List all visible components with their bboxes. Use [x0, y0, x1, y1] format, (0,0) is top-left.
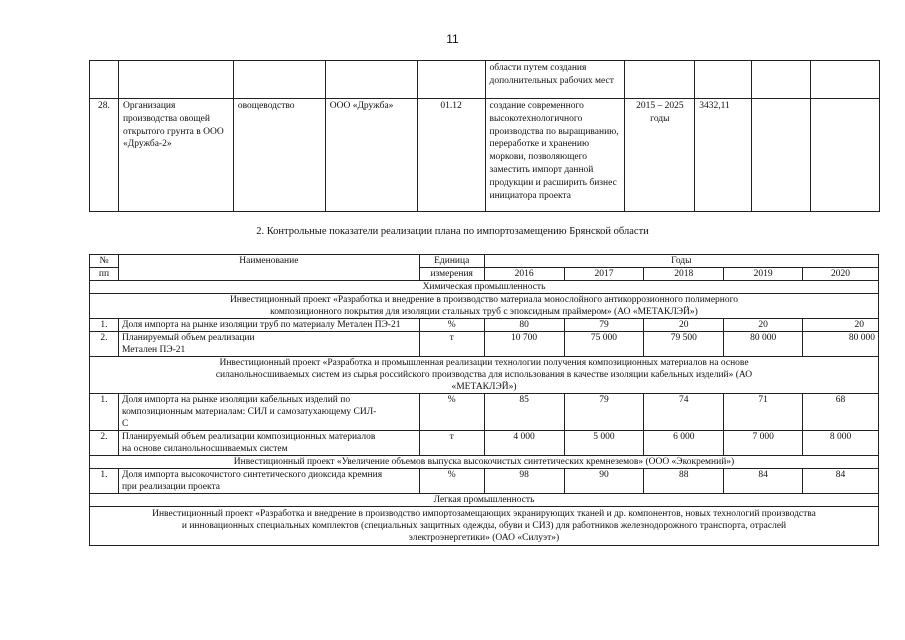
value: 7 000	[724, 431, 803, 456]
col-unit-header: Единица	[419, 255, 484, 268]
value: 71	[724, 394, 803, 431]
value: 4 000	[484, 431, 564, 456]
project-row: Инвестиционный проект «Увеличение объемов выпуска высокочистых синтетических кремнеземов» (ООО «Экокремний»)	[90, 456, 879, 469]
table-row	[90, 332, 879, 357]
sector-row: Легкая промышленность	[90, 494, 879, 507]
code: 01.12	[417, 99, 485, 212]
table-row	[90, 99, 880, 212]
unit: %	[419, 469, 484, 494]
year-header: 2018	[644, 268, 724, 281]
value: 88	[644, 469, 724, 494]
company: ООО «Дружба»	[325, 99, 417, 212]
value: 6 000	[644, 431, 724, 456]
value: 79	[564, 394, 644, 431]
year-header: 2020	[803, 268, 879, 281]
indicator-name: Планируемый объем реализации Метален ПЭ-21	[118, 332, 419, 357]
value: 68	[803, 394, 879, 431]
value: 75 000	[564, 332, 644, 357]
project-row: Инвестиционный проект «Разработка и промышленная реализации технологии получения композиционных материалов на основе силанольносшиваемых систем из сырья российского производства для использования в качестве изоляции кабельных изделий» (АО «МЕТАКЛЭЙ»)	[90, 357, 879, 394]
value: 84	[803, 469, 879, 494]
row-number: 28.	[90, 99, 119, 212]
project-row: Инвестиционный проект «Разработка и внедрение в производство импортозамещающих экранирующих тканей и др. компонентов, новых технологий производства и инновационных специальных комплектов (специальных защитных одежды, обуви и СИЗ) для работников железнодорожного транспорта, отраслей электроэнергетики» (ОАО «Силуэт»)	[90, 507, 879, 546]
table-row	[90, 394, 879, 431]
projects-table-continuation	[89, 60, 880, 212]
col-unit-header-2: измерения	[419, 268, 484, 281]
row-number: 2.	[90, 431, 119, 456]
section-title: 2. Контрольные показатели реализации плана по импортозамещению Брянской области	[256, 226, 649, 237]
project-row: Инвестиционный проект «Разработка и внедрение в производство материала монослойного антикоррозионного полимерного композиционного покрытия для изоляции стальных труб с эпоксидным праймером» (АО «МЕТАКЛЭЙ»)	[90, 294, 879, 319]
description: создание современного высокотехнологичного производства по выращиванию, переработке и хранению моркови, позволяющего заместить импорт данной продукции и расширить бизнес инициатора проекта	[485, 99, 625, 212]
value: 84	[724, 469, 803, 494]
value: 85	[484, 394, 564, 431]
row-number: 1.	[90, 394, 119, 431]
table-row	[90, 319, 879, 332]
value: 5 000	[564, 431, 644, 456]
table-row	[90, 469, 879, 494]
table-row	[90, 431, 879, 456]
sector-row: Химическая промышленность	[90, 281, 879, 294]
unit: т	[419, 431, 484, 456]
year-header: 2017	[564, 268, 644, 281]
value: 10 700	[484, 332, 564, 357]
col-num-header: №	[90, 255, 119, 268]
header-row	[90, 255, 879, 268]
year-header: 2016	[484, 268, 564, 281]
value: 74	[644, 394, 724, 431]
col-years-header: Годы	[484, 255, 878, 268]
value: 80 000	[724, 332, 803, 357]
indicator-name: Доля импорта высокочистого синтетического диоксида кремния при реализации проекта	[118, 469, 419, 494]
page-number: 11	[446, 32, 459, 46]
unit: т	[419, 332, 484, 357]
industry: овощеводство	[233, 99, 325, 212]
row-number: 1.	[90, 319, 119, 332]
col-name-header: Наименование	[118, 255, 419, 281]
value: 90	[564, 469, 644, 494]
value: 79	[564, 319, 644, 332]
year-header: 2019	[724, 268, 803, 281]
value: 80 000	[803, 332, 879, 357]
col-num-header-2: пп	[90, 268, 119, 281]
value: 8 000	[803, 431, 879, 456]
row-number: 1.	[90, 469, 119, 494]
value: 98	[484, 469, 564, 494]
indicator-name: Планируемый объем реализации композиционных материалов на основе силанольносшиваемых систем	[118, 431, 419, 456]
amount: 3432,11	[695, 99, 752, 212]
indicator-name: Доля импорта на рынке изоляции труб по материалу Метален ПЭ-21	[118, 319, 419, 332]
indicator-name: Доля импорта на рынке изоляции кабельных изделий по композиционным материалам: СИЛ и самозатухающему СИЛ-С	[118, 394, 419, 431]
value: 20	[724, 319, 803, 332]
indicators-table	[89, 254, 879, 546]
project-name: Организация производства овощей открытого грунта в ООО «Дружба-2»	[118, 99, 233, 212]
unit: %	[419, 394, 484, 431]
value: 79 500	[644, 332, 724, 357]
table-row	[90, 61, 880, 99]
row-number: 2.	[90, 332, 119, 357]
unit: %	[419, 319, 484, 332]
value: 20	[803, 319, 879, 332]
period: 2015 – 2025 годы	[625, 99, 695, 212]
value: 20	[644, 319, 724, 332]
continuation-cell: области путем создания дополнительных рабочих мест	[485, 61, 625, 99]
value: 80	[484, 319, 564, 332]
